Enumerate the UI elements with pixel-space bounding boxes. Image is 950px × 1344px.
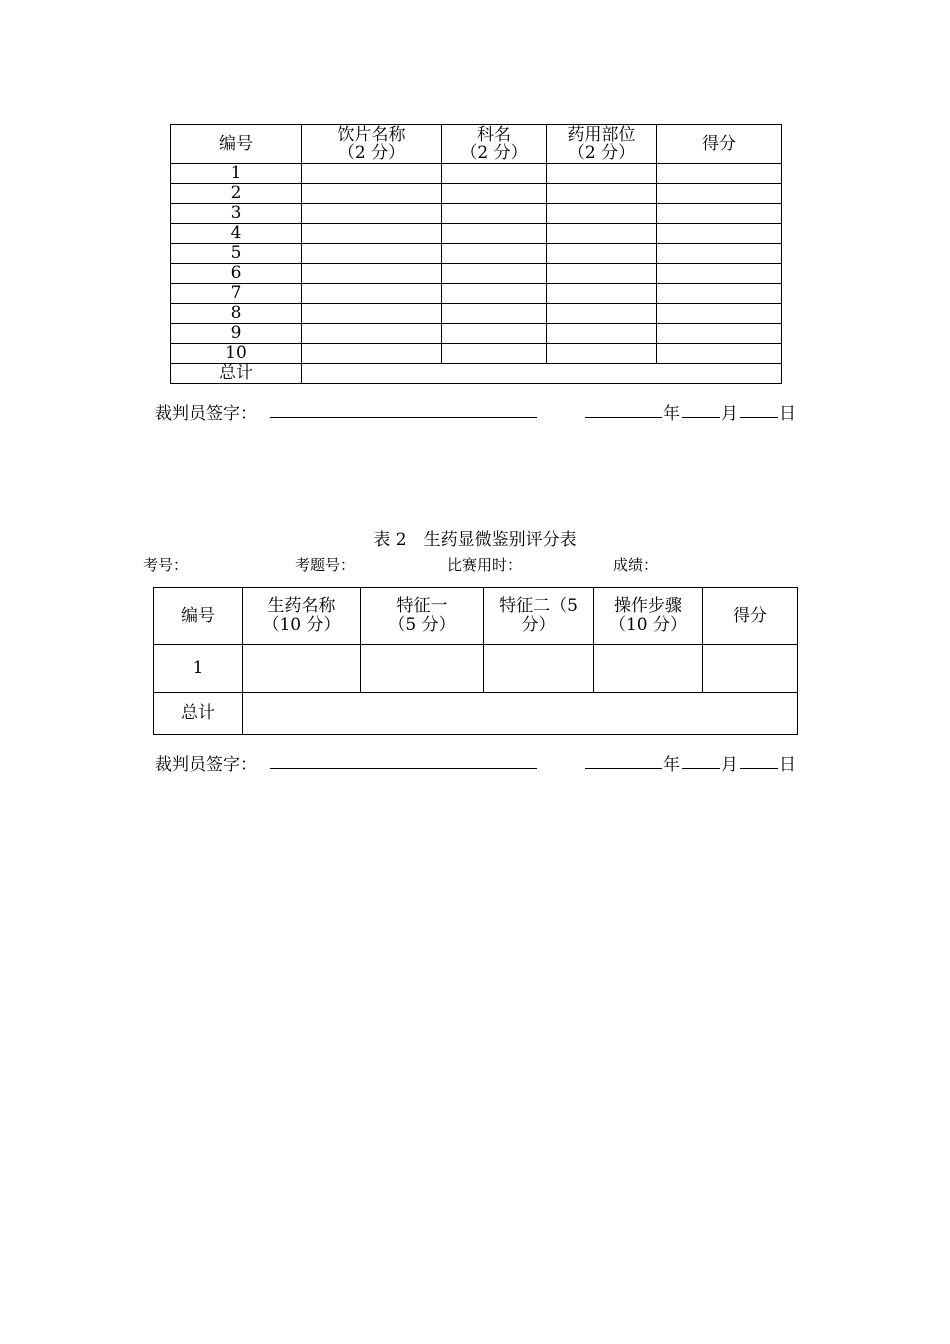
table-row bbox=[171, 344, 782, 364]
table-row bbox=[171, 324, 782, 344]
day-underline bbox=[740, 768, 778, 769]
month-label: 月 bbox=[721, 404, 738, 424]
row-number: 9 bbox=[171, 324, 302, 344]
score-label: 成绩： bbox=[613, 556, 659, 574]
header-cell-number: 编号 bbox=[154, 588, 243, 645]
row-number: 2 bbox=[171, 184, 302, 204]
score-table-1 bbox=[170, 124, 782, 384]
table-row bbox=[171, 264, 782, 284]
month-underline bbox=[682, 768, 720, 769]
table2-title: 表 2 生药显微鉴别评分表 bbox=[373, 530, 577, 550]
table-row bbox=[154, 645, 798, 693]
row-number: 1 bbox=[154, 645, 243, 693]
row-number: 7 bbox=[171, 284, 302, 304]
total-value-cell bbox=[243, 693, 798, 735]
row-number: 6 bbox=[171, 264, 302, 284]
table-row bbox=[171, 224, 782, 244]
score-table-2 bbox=[153, 587, 798, 735]
month-label: 月 bbox=[721, 755, 738, 775]
header-cell-drug-name: 生药名称 （10 分） bbox=[243, 588, 361, 645]
header-cell-family: 科名 （2 分） bbox=[442, 125, 547, 164]
row-number: 1 bbox=[171, 164, 302, 184]
question-number-label: 考题号： bbox=[295, 556, 356, 574]
total-row bbox=[154, 693, 798, 735]
header-cell-medicinal-part: 药用部位 （2 分） bbox=[547, 125, 657, 164]
row-number: 5 bbox=[171, 244, 302, 264]
row-number: 3 bbox=[171, 204, 302, 224]
table-row bbox=[171, 304, 782, 324]
year-label: 年 bbox=[663, 755, 680, 775]
table-header-row bbox=[171, 125, 782, 164]
signature-line-2 bbox=[155, 750, 796, 775]
row-number: 8 bbox=[171, 304, 302, 324]
table-row bbox=[171, 244, 782, 264]
total-label: 总计 bbox=[154, 693, 243, 735]
exam-number-label: 考号： bbox=[143, 556, 189, 574]
year-underline bbox=[585, 417, 662, 418]
table-row bbox=[171, 204, 782, 224]
day-underline bbox=[740, 417, 778, 418]
header-cell-number: 编号 bbox=[171, 125, 302, 164]
signature-label: 裁判员签字： bbox=[155, 404, 257, 424]
table-header-row bbox=[154, 588, 798, 645]
table-row bbox=[171, 284, 782, 304]
day-label: 日 bbox=[779, 755, 796, 775]
header-cell-piece-name: 饮片名称 （2 分） bbox=[302, 125, 442, 164]
signature-underline bbox=[270, 768, 537, 769]
signature-line-1 bbox=[155, 399, 796, 424]
signature-label: 裁判员签字： bbox=[155, 755, 257, 775]
header-cell-procedure: 操作步骤 （10 分） bbox=[594, 588, 703, 645]
header-cell-score: 得分 bbox=[657, 125, 782, 164]
row-number: 4 bbox=[171, 224, 302, 244]
month-underline bbox=[682, 417, 720, 418]
header-cell-feature-one: 特征一 （5 分） bbox=[361, 588, 484, 645]
signature-underline bbox=[270, 417, 537, 418]
total-label: 总计 bbox=[171, 364, 302, 384]
header-cell-score: 得分 bbox=[703, 588, 798, 645]
year-underline bbox=[585, 768, 662, 769]
day-label: 日 bbox=[779, 404, 796, 424]
time-used-label: 比赛用时： bbox=[447, 556, 523, 574]
total-row bbox=[171, 364, 782, 384]
table-row bbox=[171, 184, 782, 204]
year-label: 年 bbox=[663, 404, 680, 424]
total-value-cell bbox=[302, 364, 782, 384]
row-number: 10 bbox=[171, 344, 302, 364]
table-row bbox=[171, 164, 782, 184]
header-cell-feature-two: 特征二（5 分） bbox=[484, 588, 594, 645]
